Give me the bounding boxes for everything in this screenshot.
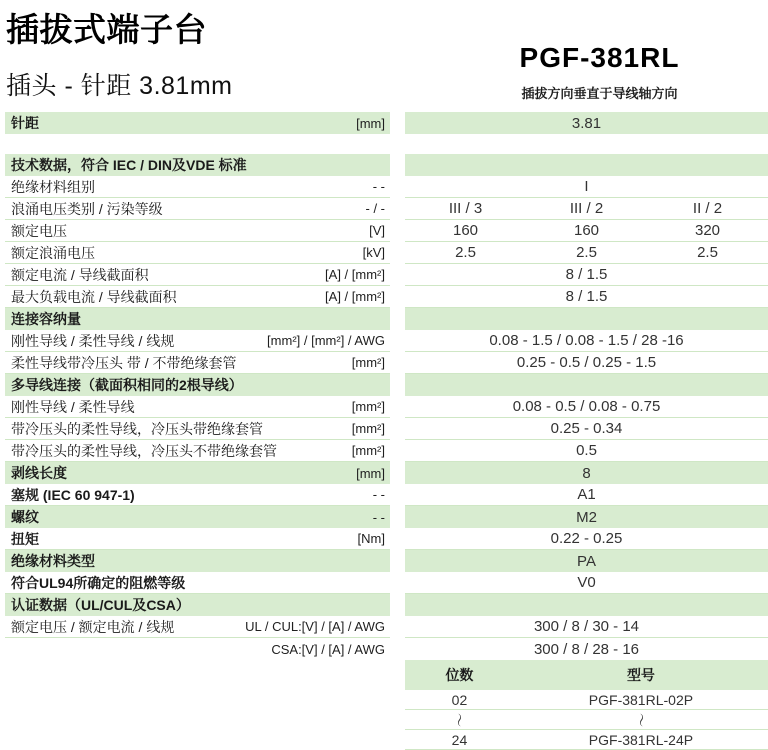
row-label-cell bbox=[5, 198, 390, 220]
pitch-label-cell bbox=[5, 112, 390, 134]
column-gutter bbox=[390, 264, 405, 286]
spec-row bbox=[0, 220, 768, 242]
column-gutter bbox=[390, 198, 405, 220]
row-label-cell bbox=[5, 506, 390, 528]
row-value: V0 bbox=[405, 572, 768, 594]
row-value bbox=[405, 594, 768, 616]
column-gutter bbox=[390, 484, 405, 506]
spec-row bbox=[0, 550, 768, 572]
model-number: PGF-381RL bbox=[519, 42, 680, 73]
row-unit: [mm²] bbox=[351, 421, 385, 436]
row-value: 0.08 - 1.5 / 0.08 - 1.5 / 28 -16 bbox=[405, 330, 768, 352]
row-value: M2 bbox=[405, 506, 768, 528]
spec-row bbox=[0, 616, 768, 638]
row-value: 300 / 8 / 30 - 14 bbox=[405, 616, 768, 638]
row-label: 绝缘材料类型 bbox=[11, 553, 95, 569]
column-gutter bbox=[390, 550, 405, 572]
model-cell bbox=[514, 710, 768, 730]
model-table bbox=[405, 660, 768, 750]
row-value-col: 2.5 bbox=[455, 244, 476, 261]
model-table-row bbox=[405, 690, 768, 710]
column-gutter bbox=[390, 112, 405, 134]
model-table-row bbox=[405, 710, 768, 730]
row-label: 刚性导线 / 柔性导线 / 线规 bbox=[11, 332, 175, 349]
row-value: 0.08 - 0.5 / 0.08 - 0.75 bbox=[405, 396, 768, 418]
row-label-cell bbox=[5, 396, 390, 418]
row-label-cell bbox=[5, 528, 390, 550]
row-unit: [A] / [mm²] bbox=[325, 289, 385, 304]
row-unit: [mm] bbox=[356, 465, 385, 481]
page-header bbox=[0, 0, 768, 112]
row-label: 额定电压 bbox=[11, 222, 67, 239]
column-gutter bbox=[390, 462, 405, 484]
spec-row bbox=[0, 528, 768, 550]
row-value: 300 / 8 / 28 - 16 bbox=[533, 640, 640, 658]
row-value-col: 160 bbox=[452, 222, 479, 239]
row-unit: - - bbox=[372, 487, 385, 502]
column-gutter bbox=[390, 242, 405, 264]
row-value-col: II / 2 bbox=[692, 200, 723, 217]
row-label-cell bbox=[5, 616, 390, 638]
column-gutter bbox=[390, 308, 405, 330]
spec-row bbox=[0, 198, 768, 220]
row-label-cell bbox=[5, 374, 390, 396]
row-value: 0.22 - 0.25 bbox=[405, 528, 768, 550]
pitch-row bbox=[0, 112, 768, 134]
row-label-cell bbox=[5, 550, 390, 572]
column-gutter bbox=[390, 396, 405, 418]
row-label: 认证数据（UL/CUL及CSA） bbox=[11, 597, 190, 613]
column-gutter bbox=[390, 154, 405, 176]
row-label: 连接容纳量 bbox=[11, 311, 81, 327]
row-label-cell bbox=[5, 352, 390, 374]
row-value-col: 160 bbox=[573, 222, 600, 239]
row-unit: UL / CUL:[V] / [A] / AWG bbox=[245, 619, 385, 634]
cell-text: ～ bbox=[451, 712, 468, 727]
row-label: 柔性导线带冷压头 带 / 不带绝缘套管 bbox=[11, 354, 237, 371]
section-header-row bbox=[0, 154, 768, 176]
row-value bbox=[405, 220, 768, 242]
row-label: 剥线长度 bbox=[11, 465, 67, 481]
model-table-body bbox=[405, 690, 768, 750]
row-label: 额定浪涌电压 bbox=[11, 244, 95, 261]
row-value: 0.25 - 0.34 bbox=[405, 418, 768, 440]
spec-row bbox=[0, 462, 768, 484]
row-label-cell bbox=[5, 484, 390, 506]
row-label-cell bbox=[5, 308, 390, 330]
row-unit: [V] bbox=[369, 223, 385, 238]
row-value bbox=[405, 198, 768, 220]
row-label: 技术数据，符合 IEC / DIN及VDE 标准 bbox=[11, 157, 247, 173]
cell-text: PGF-381RL-24P bbox=[588, 731, 694, 748]
spec-row bbox=[0, 638, 768, 660]
cell-text: 02 bbox=[451, 691, 468, 708]
model-header bbox=[405, 42, 768, 102]
section-header-row bbox=[0, 308, 768, 330]
row-label-cell bbox=[5, 220, 390, 242]
model-cell bbox=[514, 730, 768, 750]
row-unit: CSA:[V] / [A] / AWG bbox=[271, 641, 385, 657]
row-label: 绝缘材料组别 bbox=[11, 178, 95, 195]
column-gutter bbox=[390, 352, 405, 374]
section-header-row bbox=[0, 594, 768, 616]
row-label-cell bbox=[5, 286, 390, 308]
spec-row bbox=[0, 396, 768, 418]
spec-row bbox=[0, 484, 768, 506]
spec-row bbox=[0, 572, 768, 594]
row-label-cell bbox=[5, 462, 390, 484]
row-label: 带冷压头的柔性导线，冷压头不带绝缘套管 bbox=[11, 442, 277, 459]
row-label-cell bbox=[5, 242, 390, 264]
row-unit: - / - bbox=[365, 201, 385, 216]
cell-text: ～ bbox=[632, 712, 649, 727]
row-value: 8 bbox=[405, 462, 768, 484]
row-label: 符合UL94所确定的阻燃等级 bbox=[11, 574, 186, 591]
spec-row bbox=[0, 418, 768, 440]
column-gutter bbox=[390, 638, 405, 660]
row-label: 针距 bbox=[11, 115, 39, 131]
cell-text: PGF-381RL-02P bbox=[588, 691, 694, 708]
row-unit: [mm²] bbox=[351, 399, 385, 414]
row-label: 带冷压头的柔性导线，冷压头带绝缘套管 bbox=[11, 420, 263, 437]
positions-cell bbox=[405, 710, 514, 730]
row-value: 0.5 bbox=[405, 440, 768, 462]
model-table-row bbox=[405, 730, 768, 750]
row-label-cell bbox=[5, 440, 390, 462]
column-gutter bbox=[390, 176, 405, 198]
spec-table bbox=[0, 154, 768, 660]
spec-row bbox=[0, 330, 768, 352]
row-value-col: III / 2 bbox=[569, 200, 604, 217]
row-label: 刚性导线 / 柔性导线 bbox=[11, 398, 135, 415]
spec-row bbox=[0, 352, 768, 374]
model-cell bbox=[514, 690, 768, 710]
spec-row bbox=[0, 286, 768, 308]
row-label-cell bbox=[5, 154, 390, 176]
model-note: 插拔方向垂直于导线轴方向 bbox=[521, 86, 678, 101]
row-value bbox=[405, 308, 768, 330]
row-unit: - - bbox=[372, 179, 385, 194]
row-value: PA bbox=[405, 550, 768, 572]
row-value-col: III / 3 bbox=[448, 200, 483, 217]
row-label: 螺纹 bbox=[11, 509, 39, 525]
column-gutter bbox=[390, 506, 405, 528]
row-label: 浪涌电压类别 / 污染等级 bbox=[11, 200, 163, 217]
spacer bbox=[0, 134, 768, 154]
row-label-cell bbox=[5, 330, 390, 352]
row-label: 最大负载电流 / 导线截面积 bbox=[11, 288, 177, 305]
row-value bbox=[405, 374, 768, 396]
row-value-col: 2.5 bbox=[576, 244, 597, 261]
row-value: 0.25 - 0.5 / 0.25 - 1.5 bbox=[405, 352, 768, 374]
spec-row bbox=[0, 242, 768, 264]
column-header-positions: 位数 bbox=[445, 667, 474, 683]
row-label-cell bbox=[5, 264, 390, 286]
row-unit: [mm²] bbox=[351, 355, 385, 370]
spec-row bbox=[0, 440, 768, 462]
column-gutter bbox=[390, 286, 405, 308]
row-value: 8 / 1.5 bbox=[405, 264, 768, 286]
row-unit: [mm] bbox=[356, 115, 385, 131]
column-gutter bbox=[390, 374, 405, 396]
row-value: 3.81 bbox=[405, 112, 768, 134]
column-gutter bbox=[390, 594, 405, 616]
positions-cell bbox=[405, 690, 514, 710]
row-label: 额定电压 / 额定电流 / 线规 bbox=[11, 618, 175, 635]
row-unit: - - bbox=[372, 509, 385, 525]
column-gutter bbox=[390, 616, 405, 638]
section-header-row bbox=[0, 374, 768, 396]
row-label: 扭矩 bbox=[11, 530, 39, 547]
column-gutter bbox=[390, 330, 405, 352]
row-label: 多导线连接（截面积相同的2根导线） bbox=[11, 377, 243, 393]
row-value-col: 320 bbox=[694, 222, 721, 239]
row-value bbox=[405, 154, 768, 176]
row-value: A1 bbox=[405, 484, 768, 506]
row-label: 额定电流 / 导线截面积 bbox=[11, 266, 149, 283]
row-unit: [A] / [mm²] bbox=[325, 267, 385, 282]
column-gutter bbox=[390, 418, 405, 440]
row-unit: [mm²] bbox=[351, 443, 385, 458]
spec-row bbox=[0, 176, 768, 198]
spec-row bbox=[0, 264, 768, 286]
row-label-cell bbox=[5, 418, 390, 440]
spec-row bbox=[0, 506, 768, 528]
row-value-col: 2.5 bbox=[697, 244, 718, 261]
row-label-cell bbox=[5, 638, 390, 660]
positions-cell bbox=[405, 730, 514, 750]
page-title: 插拔式端子台 bbox=[6, 11, 207, 48]
row-unit: [mm²] / [mm²] / AWG bbox=[267, 333, 385, 348]
column-header-model: 型号 bbox=[626, 667, 655, 683]
column-gutter bbox=[390, 220, 405, 242]
row-value: I bbox=[405, 176, 768, 198]
row-unit: [kV] bbox=[362, 245, 385, 260]
row-unit: [Nm] bbox=[357, 531, 385, 546]
column-gutter bbox=[390, 440, 405, 462]
row-label-cell bbox=[5, 176, 390, 198]
column-gutter bbox=[390, 528, 405, 550]
cell-text: 24 bbox=[451, 731, 468, 748]
row-label: 塞规 (IEC 60 947-1) bbox=[11, 486, 135, 503]
row-label-cell bbox=[5, 572, 390, 594]
row-label-cell bbox=[5, 594, 390, 616]
page-subtitle: 插头 - 针距 3.81mm bbox=[6, 72, 233, 100]
model-table-header bbox=[405, 660, 768, 690]
row-value: 8 / 1.5 bbox=[405, 286, 768, 308]
column-gutter bbox=[390, 572, 405, 594]
row-value bbox=[405, 242, 768, 264]
